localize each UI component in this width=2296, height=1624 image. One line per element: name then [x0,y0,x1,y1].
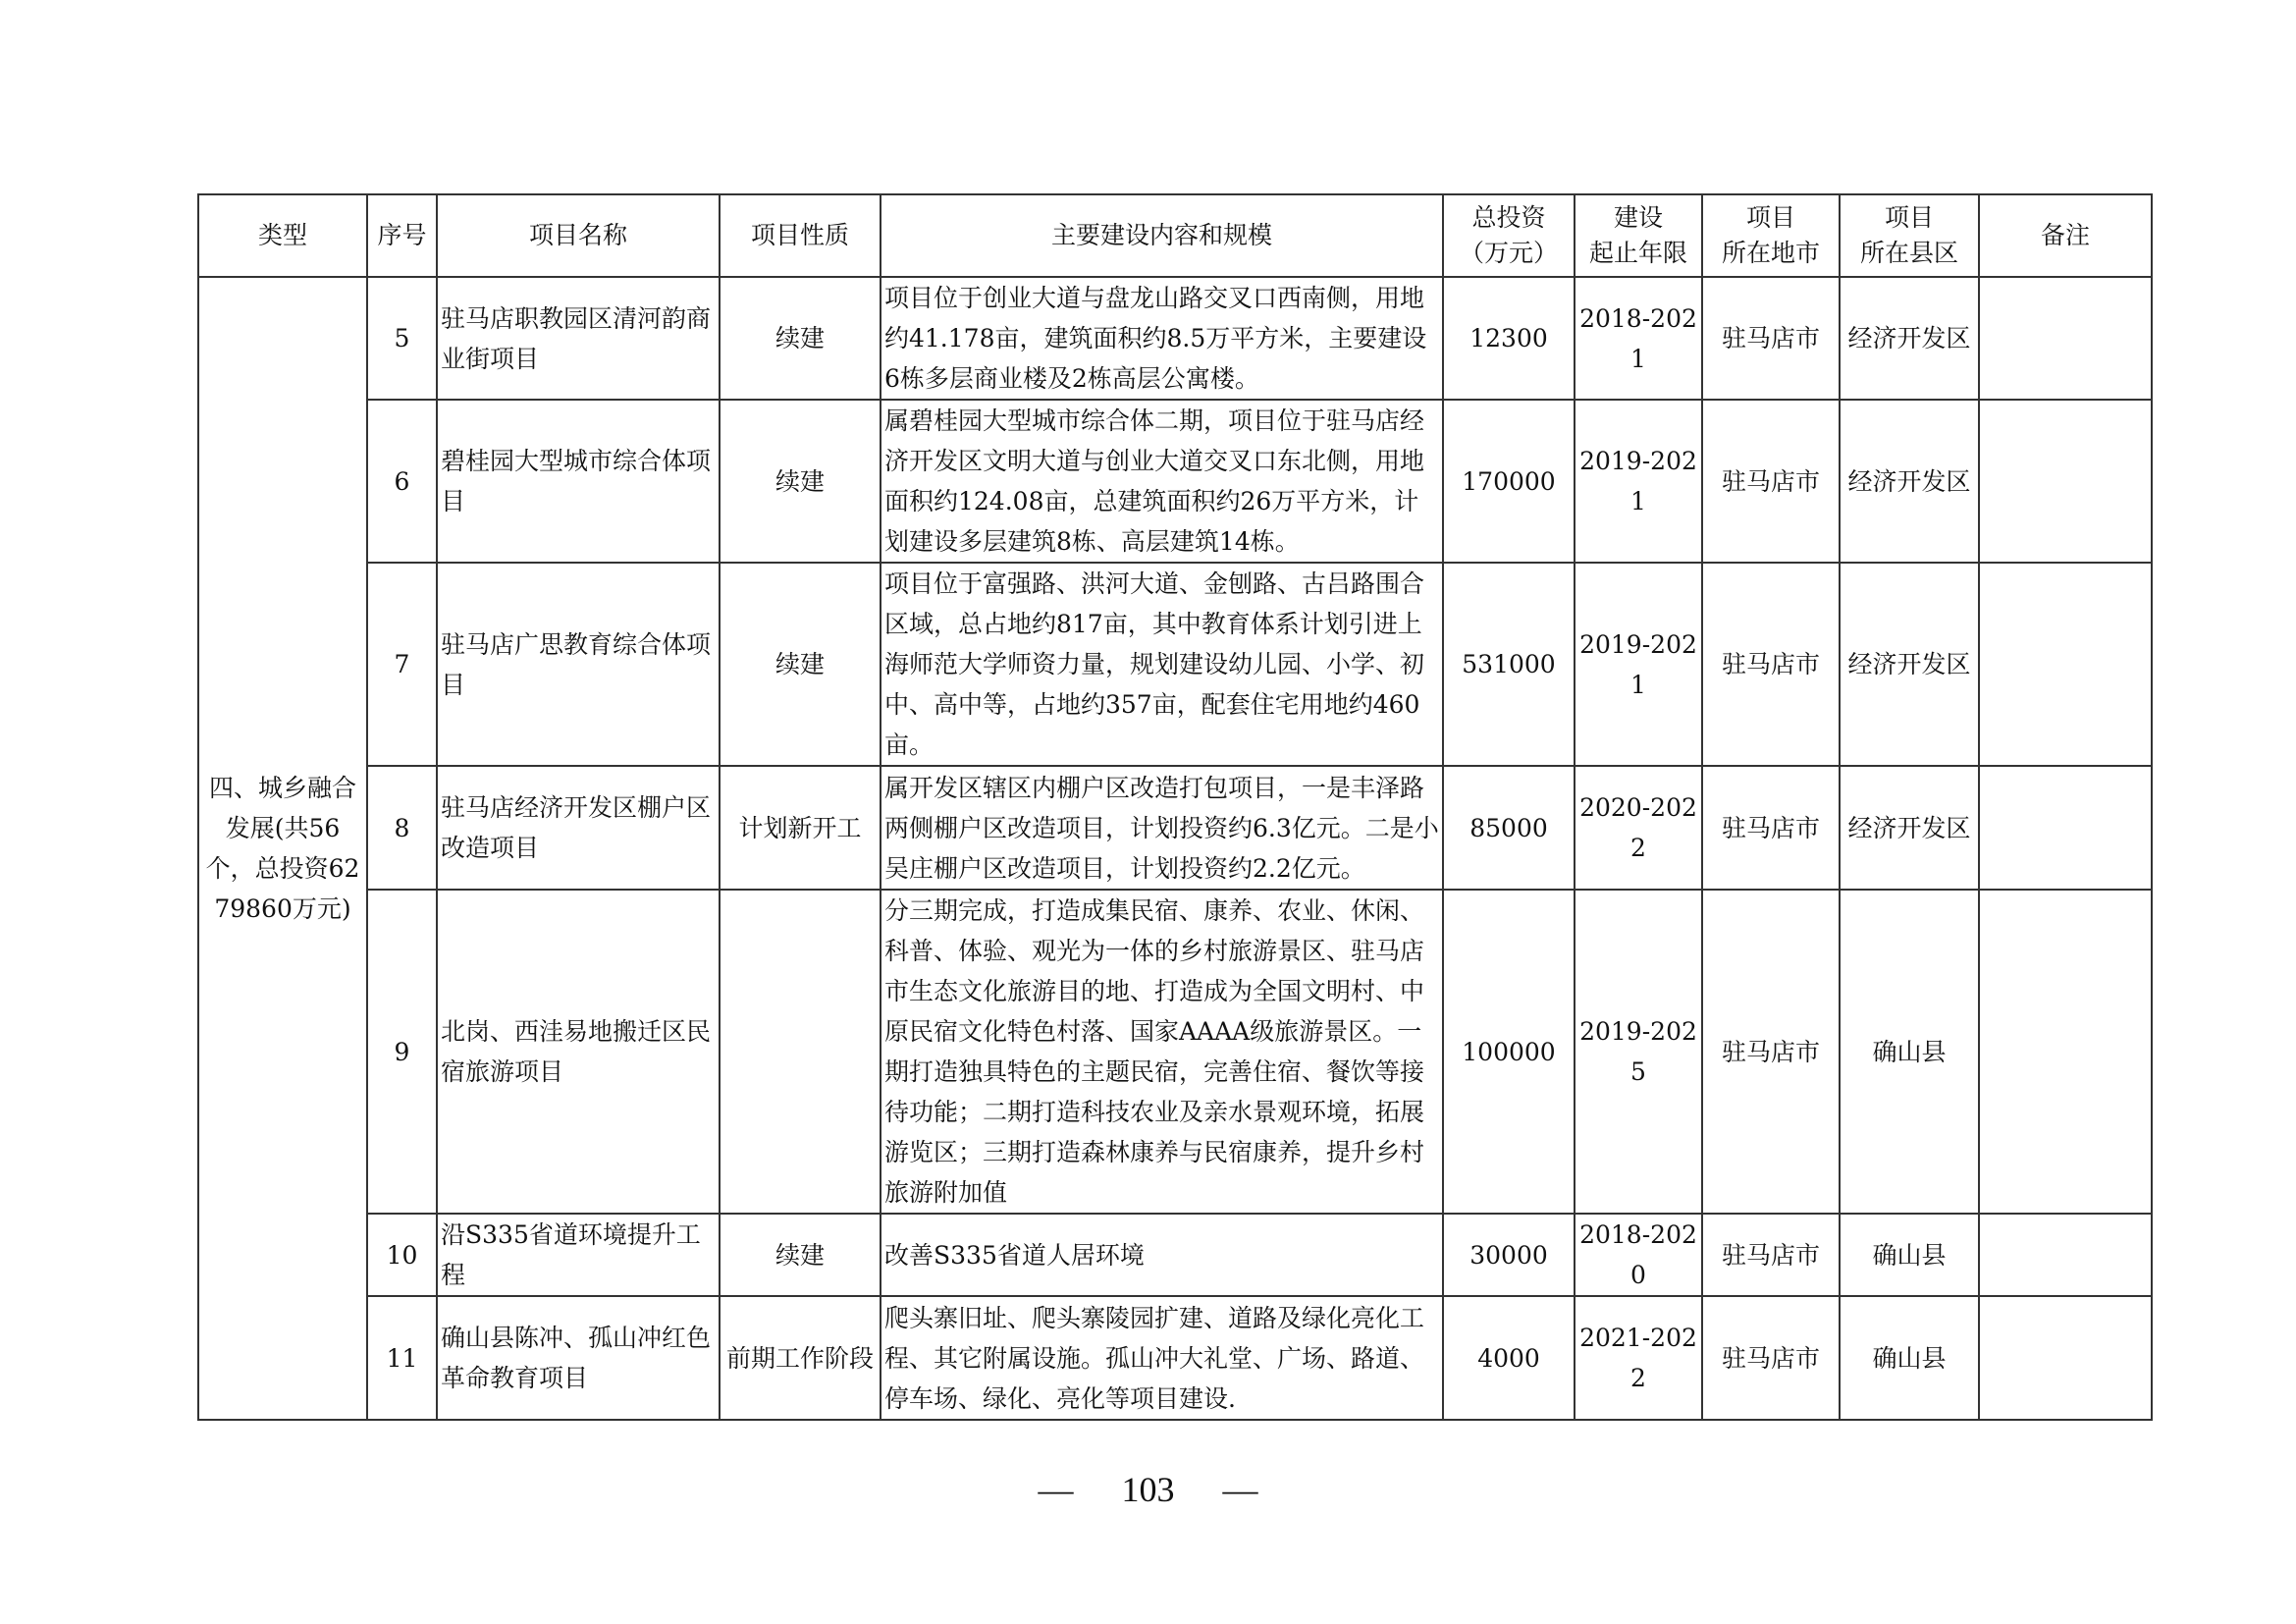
row-nature: 前期工作阶段 [720,1296,881,1420]
project-table [197,193,2153,1421]
row-content: 分三期完成，打造成集民宿、康养、农业、休闲、科普、体验、观光为一体的乡村旅游景区、驻马店市生态文化旅游目的地、打造成为全国文明村、中原民宿文化特色村落、国家AAAA级旅游景区。一期打造独具特色的主题民宿，完善住宿、餐饮等接待功能；二期打造科技农业及亲水景观环境，拓展游览区；三期打造森林康养与民宿康养，提升乡村旅游附加值 [881,890,1443,1214]
row-period: 2020-2022 [1575,766,1702,890]
header-county: 项目 所在县区 [1840,194,1979,277]
row-investment: 12300 [1443,277,1575,400]
row-city: 驻马店市 [1702,1214,1840,1296]
header-nature: 项目性质 [720,194,881,277]
row-investment: 170000 [1443,400,1575,563]
row-period: 2019-2021 [1575,563,1702,766]
row-investment: 85000 [1443,766,1575,890]
row-county: 经济开发区 [1840,766,1979,890]
row-seq: 10 [367,1214,437,1296]
row-name: 碧桂园大型城市综合体项目 [437,400,720,563]
row-investment: 30000 [1443,1214,1575,1296]
row-content: 改善S335省道人居环境 [881,1214,1443,1296]
row-note [1979,1214,2152,1296]
row-seq: 11 [367,1296,437,1420]
row-city: 驻马店市 [1702,1296,1840,1420]
row-name: 驻马店经济开发区棚户区改造项目 [437,766,720,890]
page-dash-left: — [1038,1470,1074,1509]
row-city: 驻马店市 [1702,400,1840,563]
row-county: 确山县 [1840,1214,1979,1296]
row-content: 属开发区辖区内棚户区改造打包项目，一是丰泽路两侧棚户区改造项目，计划投资约6.3亿元。二是小吴庄棚户区改造项目，计划投资约2.2亿元。 [881,766,1443,890]
row-county: 确山县 [1840,890,1979,1214]
row-seq: 6 [367,400,437,563]
header-city: 项目 所在地市 [1702,194,1840,277]
row-note [1979,1296,2152,1420]
row-county: 经济开发区 [1840,400,1979,563]
row-period: 2018-2021 [1575,277,1702,400]
row-county: 经济开发区 [1840,277,1979,400]
row-note [1979,766,2152,890]
row-city: 驻马店市 [1702,766,1840,890]
row-period: 2019-2021 [1575,400,1702,563]
row-investment: 4000 [1443,1296,1575,1420]
row-investment: 531000 [1443,563,1575,766]
row-city: 驻马店市 [1702,277,1840,400]
header-note: 备注 [1979,194,2152,277]
header-period: 建设 起止年限 [1575,194,1702,277]
row-seq: 8 [367,766,437,890]
row-city: 驻马店市 [1702,890,1840,1214]
row-nature: 计划新开工 [720,766,881,890]
header-investment: 总投资 （万元） [1443,194,1575,277]
category-cell: 四、城乡融合发展(共56个，总投资6279860万元) [198,277,367,1420]
table-row [198,1296,2152,1420]
header-type: 类型 [198,194,367,277]
header-row [198,194,2152,277]
row-nature: 续建 [720,563,881,766]
row-nature [720,890,881,1214]
header-seq: 序号 [367,194,437,277]
row-name: 沿S335省道环境提升工程 [437,1214,720,1296]
page-number-footer [0,1469,2296,1510]
row-seq: 9 [367,890,437,1214]
row-seq: 7 [367,563,437,766]
table-row [198,1214,2152,1296]
row-content: 爬头寨旧址、爬头寨陵园扩建、道路及绿化亮化工程、其它附属设施。孤山冲大礼堂、广场、路道、停车场、绿化、亮化等项目建设. [881,1296,1443,1420]
page-number: 103 [1121,1470,1175,1509]
row-period: 2019-2025 [1575,890,1702,1214]
row-period: 2021-2022 [1575,1296,1702,1420]
row-content: 项目位于创业大道与盘龙山路交叉口西南侧，用地约41.178亩，建筑面积约8.5万平方米，主要建设6栋多层商业楼及2栋高层公寓楼。 [881,277,1443,400]
row-name: 北岗、西洼易地搬迁区民宿旅游项目 [437,890,720,1214]
row-nature: 续建 [720,1214,881,1296]
row-note [1979,400,2152,563]
row-county: 确山县 [1840,1296,1979,1420]
table-row [198,277,2152,400]
table-row [198,766,2152,890]
row-name: 驻马店广思教育综合体项目 [437,563,720,766]
page-dash-right: — [1222,1470,1258,1509]
row-note [1979,277,2152,400]
row-content: 属碧桂园大型城市综合体二期，项目位于驻马店经济开发区文明大道与创业大道交叉口东北侧，用地面积约124.08亩，总建筑面积约26万平方米，计划建设多层建筑8栋、高层建筑14栋。 [881,400,1443,563]
header-content: 主要建设内容和规模 [881,194,1443,277]
row-name: 驻马店职教园区清河韵商业街项目 [437,277,720,400]
row-name: 确山县陈冲、孤山冲红色革命教育项目 [437,1296,720,1420]
row-city: 驻马店市 [1702,563,1840,766]
row-period: 2018-2020 [1575,1214,1702,1296]
header-name: 项目名称 [437,194,720,277]
row-nature: 续建 [720,400,881,563]
row-note [1979,890,2152,1214]
row-investment: 100000 [1443,890,1575,1214]
table-row [198,890,2152,1214]
row-content: 项目位于富强路、洪河大道、金刨路、古吕路围合区域，总占地约817亩，其中教育体系计划引进上海师范大学师资力量，规划建设幼儿园、小学、初中、高中等，占地约357亩，配套住宅用地约460亩。 [881,563,1443,766]
row-county: 经济开发区 [1840,563,1979,766]
table-row [198,400,2152,563]
table-row [198,563,2152,766]
row-seq: 5 [367,277,437,400]
row-note [1979,563,2152,766]
row-nature: 续建 [720,277,881,400]
